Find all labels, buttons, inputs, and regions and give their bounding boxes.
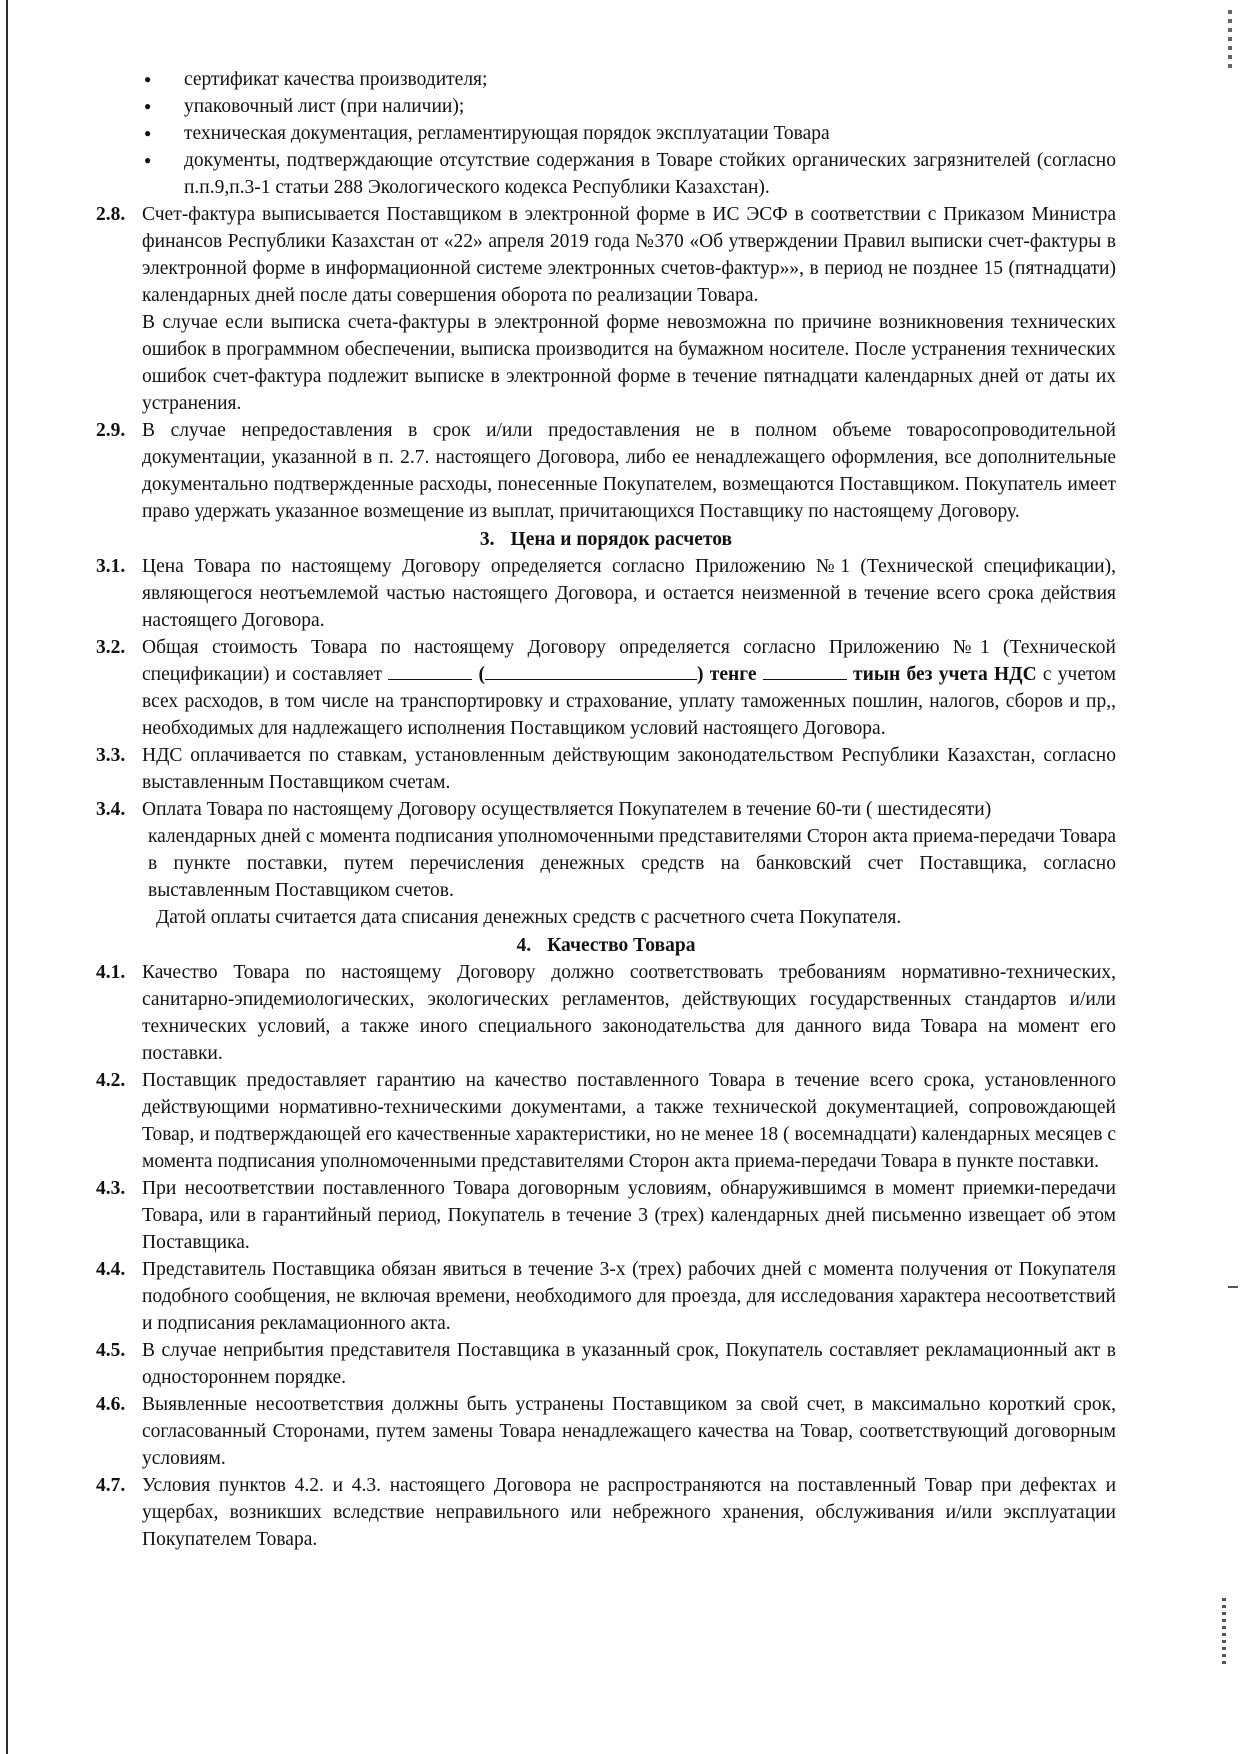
clause-3-2 bbox=[96, 634, 1116, 742]
clause-4-2 bbox=[96, 1067, 1116, 1175]
clause-number: 2.9. bbox=[96, 420, 126, 441]
scan-tick-mark bbox=[1228, 1286, 1238, 1288]
clause-3-1 bbox=[96, 553, 1116, 634]
scan-marks-bottom bbox=[1222, 1598, 1226, 1668]
section-heading-4 bbox=[96, 932, 1116, 959]
scan-edge-line bbox=[6, 0, 8, 1754]
clause-text: При несоответствии поставленного Товара договорным условиям, обнаружившимся в момент приемки-передачи Товара, или в гарантийный период, Покупатель в течение 3 (трех) календарных дней письменно извещает об этом Поставщика. bbox=[142, 1178, 1116, 1253]
clause-number: 4.4. bbox=[96, 1259, 126, 1280]
clause-number: 3.3. bbox=[96, 745, 126, 766]
list-item: ● документы, подтверждающие отсутствие содержания в Товаре стойких органических загрязнителей (согласно п.п.9,п.3-1 статьи 288 Экологического кодекса Республики Казахстан). bbox=[96, 147, 1116, 201]
tiyn-blank[interactable] bbox=[763, 661, 847, 680]
section-number: 3. bbox=[479, 529, 495, 550]
clause-text: Счет-фактура выписывается Поставщиком в электронной форме в ИС ЭСФ в соответствии с Приказом Министра финансов Республики Казахстан от «22» апреля 2019 года №370 «Об утверждении Правил выписки счет-фактуры в электронной форме в информационной системе электронных счетов-фактур»», в период не позднее 15 (пятнадцати) календарных дней после даты совершения оборота по реализации Товара. bbox=[142, 204, 1116, 306]
clause-number: 2.8. bbox=[96, 204, 126, 225]
clause-text: В случае неприбытия представителя Поставщика в указанный срок, Покупатель составляет рекламационный акт в одностороннем порядке. bbox=[142, 1340, 1116, 1388]
clause-continuation: календарных дней с момента подписания уполномоченными представителями Сторон акта приема-передачи Товара в пункте поставки, путем перечисления денежных средств на банковский счет Поставщика, согласно выставленным Поставщиком счетов. bbox=[148, 826, 1116, 901]
clause-4-7 bbox=[96, 1472, 1116, 1553]
clause-text: Поставщик предоставляет гарантию на качество поставленного Товара в течение всего срока, установленного действующими нормативно-техническими документами, а также технической документацией, сопровождающей Товар, и подтверждающей его качественные характеристики, но не менее 18 ( восемнадцати) календарных месяцев с момента подписания уполномоченными представителями Сторон акта приема-передачи Товара в пункте поставки. bbox=[142, 1070, 1116, 1172]
clause-4-1 bbox=[96, 959, 1116, 1067]
clause-number: 3.1. bbox=[96, 556, 126, 577]
clause-4-6 bbox=[96, 1391, 1116, 1472]
amount-words-blank[interactable] bbox=[485, 661, 697, 680]
clause-number: 4.6. bbox=[96, 1394, 126, 1415]
clause-2-8 bbox=[96, 201, 1116, 417]
list-item: ● сертификат качества производителя; bbox=[96, 66, 1116, 93]
document-list bbox=[96, 66, 1116, 201]
clause-4-3 bbox=[96, 1175, 1116, 1256]
clause-text: Условия пунктов 4.2. и 4.3. настоящего Договора не распространяются на поставленный Товар при дефектах и ущербах, возникших вследствие неправильного или небрежного хранения, обслуживания и/или эксплуатации Покупателем Товара. bbox=[142, 1475, 1116, 1550]
section-title: Качество Товара bbox=[547, 935, 696, 956]
clause-note: Датой оплаты считается дата списания денежных средств с расчетного счета Покупателя. bbox=[156, 907, 902, 928]
clause-number: 4.1. bbox=[96, 962, 126, 983]
clause-4-5 bbox=[96, 1337, 1116, 1391]
clause-3-3 bbox=[96, 742, 1116, 796]
section-heading-3 bbox=[96, 526, 1116, 553]
clause-text-part: Общая стоимость Товара по настоящему Договору определяется согласно Приложению №1 (Технической спецификации) и составляет bbox=[142, 637, 1116, 685]
clause-text: В случае непредоставления в срок и/или предоставления не в полном объеме товаросопроводительной документации, указанной в п. 2.7. настоящего Договора, либо ее ненадлежащего оформления, все дополнительные документально подтвержденные расходы, понесенные Покупателем, возмещаются Поставщиком. Покупатель имеет право удержать указанное возмещение из выплат, причитающихся Поставщику по настоящему Договору. bbox=[142, 420, 1116, 522]
clause-4-4 bbox=[96, 1256, 1116, 1337]
clause-number: 4.5. bbox=[96, 1340, 126, 1361]
list-item: ● упаковочный лист (при наличии); bbox=[96, 93, 1116, 120]
scan-marks-top bbox=[1228, 10, 1232, 70]
clause-3-4 bbox=[96, 796, 1116, 823]
section-number: 4. bbox=[516, 935, 532, 956]
clause-text-part: с учетом всех расходов, в том числе на транспортировку и страхование, уплату таможенных пошлин, налогов, сборов и пр,, необходимых для надлежащего исполнения Поставщиком условий настоящего Договора. bbox=[142, 664, 1117, 739]
section-title: Цена и порядок расчетов bbox=[510, 529, 733, 550]
clause-text: Качество Товара по настоящему Договору должно соответствовать требованиям нормативно-технических, санитарно-эпидемиологических, экологических регламентов, действующих государственных стандартов и/или технических условий, а также иного специального законодательства для данного вида Товара на момент его поставки. bbox=[142, 962, 1116, 1064]
clause-number: 3.2. bbox=[96, 637, 126, 658]
clause-number: 4.7. bbox=[96, 1475, 126, 1496]
clause-text: Представитель Поставщика обязан явиться в течение 3-х (трех) рабочих дней с момента получения от Покупателя подобного сообщения, не включая времени, необходимого для проезда, для исследования характера несоответствий и подписания рекламационного акта. bbox=[142, 1259, 1116, 1334]
clause-number: 4.3. bbox=[96, 1178, 126, 1199]
clause-text: Цена Товара по настоящему Договору определяется согласно Приложению №1 (Технической спецификации), являющегося неотъемлемой частью настоящего Договора, и остается неизменной в течение всего срока действия настоящего Договора. bbox=[142, 556, 1116, 631]
clause-text: НДС оплачивается по ставкам, установленным действующим законодательством Республики Казахстан, согласно выставленным Поставщиком счетам. bbox=[142, 745, 1116, 793]
document-body bbox=[96, 66, 1116, 1553]
clause-number: 4.2. bbox=[96, 1070, 126, 1091]
clause-text: Оплата Товара по настоящему Договору осуществляется Покупателем в течение 60-ти ( шестидесяти) bbox=[142, 799, 992, 820]
clause-text: Выявленные несоответствия должны быть устранены Поставщиком за свой счет, в максимально короткий срок, согласованный Сторонами, путем замены Товара ненадлежащего качества на Товар, соответствующий договорным условиям. bbox=[142, 1394, 1116, 1469]
clause-number: 3.4. bbox=[96, 799, 126, 820]
clause-text bbox=[142, 634, 1116, 742]
paren-open: ( bbox=[472, 664, 486, 685]
clause-2-9 bbox=[96, 417, 1116, 525]
list-item: ● техническая документация, регламентирующая порядок эксплуатации Товара bbox=[96, 120, 1116, 147]
tenge-label: ) тенге bbox=[697, 664, 763, 685]
tiyn-label: тиын без учета НДС bbox=[846, 664, 1037, 685]
amount-blank[interactable] bbox=[388, 661, 472, 680]
clause-text: В случае если выписка счета-фактуры в электронной форме невозможна по причине возникновения технических ошибок в программном обеспечении, выписка производится на бумажном носителе. После устранения технических ошибок счет-фактура подлежит выписке в электронной форме в течение пятнадцати календарных дней от даты их устранения. bbox=[142, 312, 1116, 414]
